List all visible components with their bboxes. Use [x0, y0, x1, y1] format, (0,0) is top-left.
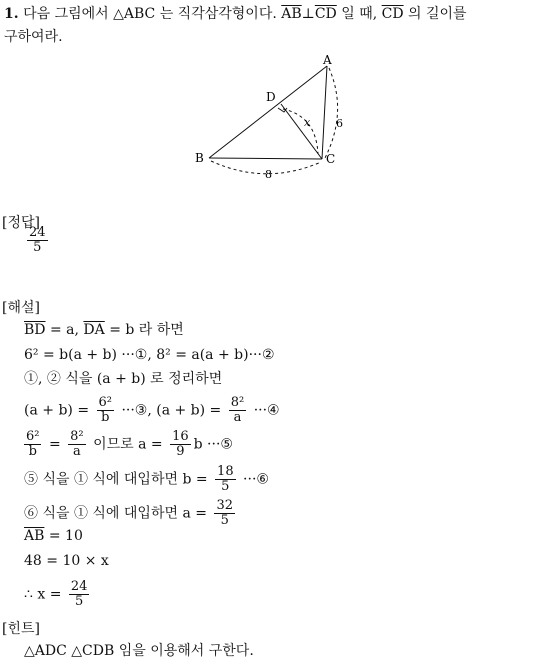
side-bc: [209, 158, 322, 159]
segment-cd-2: $\overline{CD}$: [381, 6, 404, 22]
explanation-line-10: ∴ x = $\frac{24}{5}$: [24, 579, 88, 609]
segment-ab-2: $\overline{AB}$: [24, 528, 45, 544]
side-ca: [322, 66, 327, 159]
explanation-line-4: (a + b) = $\frac{\text{6²}}{b}$ ···③, (a + b) = $\frac{\text{8²}}{a}$ ···④: [24, 395, 280, 425]
answer-numerator: 24: [29, 225, 46, 240]
explanation-line-6: ⑤ 식을 ① 식에 대입하면 b = $\frac{18}{5}$ ···⑥: [24, 464, 269, 494]
segment-ab: $\overline{AB}$: [281, 6, 302, 22]
question-number: 1.: [4, 6, 19, 22]
hint-title: [힌트]: [2, 621, 40, 637]
segment-bd: $\overline{BD}$: [24, 322, 46, 338]
answer-denominator: 5: [27, 240, 48, 255]
label-six: 6: [336, 117, 343, 130]
question-line-1: [4, 3, 467, 23]
six-brace: [325, 68, 338, 158]
segment-da: $\overline{DA}$: [83, 322, 105, 338]
explanation-title: [해설]: [2, 300, 40, 316]
label-x: x: [304, 116, 311, 129]
label-d: D: [266, 90, 276, 104]
explanation-line-9: 48 = 10 × x: [24, 553, 109, 569]
label-a: A: [323, 54, 332, 67]
side-ab: [209, 66, 327, 158]
label-c: C: [326, 152, 336, 166]
explanation-line-1: $\overline{BD} = a$, $\overline{DA} = b$ 라 하면: [24, 322, 184, 338]
segment-cd-line: [281, 104, 322, 159]
explanation-line-2: 6² = b(a + b) ···①, 8² = a(a + b)···②: [24, 347, 275, 363]
hint-text: △ADC △CDB 임을 이용해서 구한다.: [24, 643, 254, 659]
explanation-line-7: ⑥ 식을 ① 식에 대입하면 a = $\frac{32}{5}$: [24, 498, 233, 528]
explanation-line-3: ①, ② 식을 (a + b) 로 정리하면: [24, 371, 223, 387]
triangle-figure: [180, 54, 360, 184]
answer-title: [정답]: [2, 215, 40, 231]
explanation-line-8: $\overline{AB} = 10$: [24, 528, 83, 544]
label-eight: 8: [265, 168, 272, 181]
question-text-post: 의 길이를: [408, 6, 467, 22]
label-b: B: [195, 151, 204, 165]
segment-cd: $\overline{CD}$: [314, 6, 337, 22]
question-text-pre: 다음 그림에서 △ABC 는 직각삼각형이다.: [23, 6, 277, 22]
question-text-mid: 일 때,: [341, 6, 378, 22]
perpendicular-symbol: ⊥: [301, 6, 315, 22]
question-line-2: 구하여라.: [4, 29, 63, 45]
answer-value: [24, 226, 51, 255]
explanation-line-5: $\frac{\text{6²}}{b}$ = $\frac{\text{8²}}{a}$ 이므로 a = $\frac{16}{9}$ b ···⑤: [26, 429, 233, 459]
